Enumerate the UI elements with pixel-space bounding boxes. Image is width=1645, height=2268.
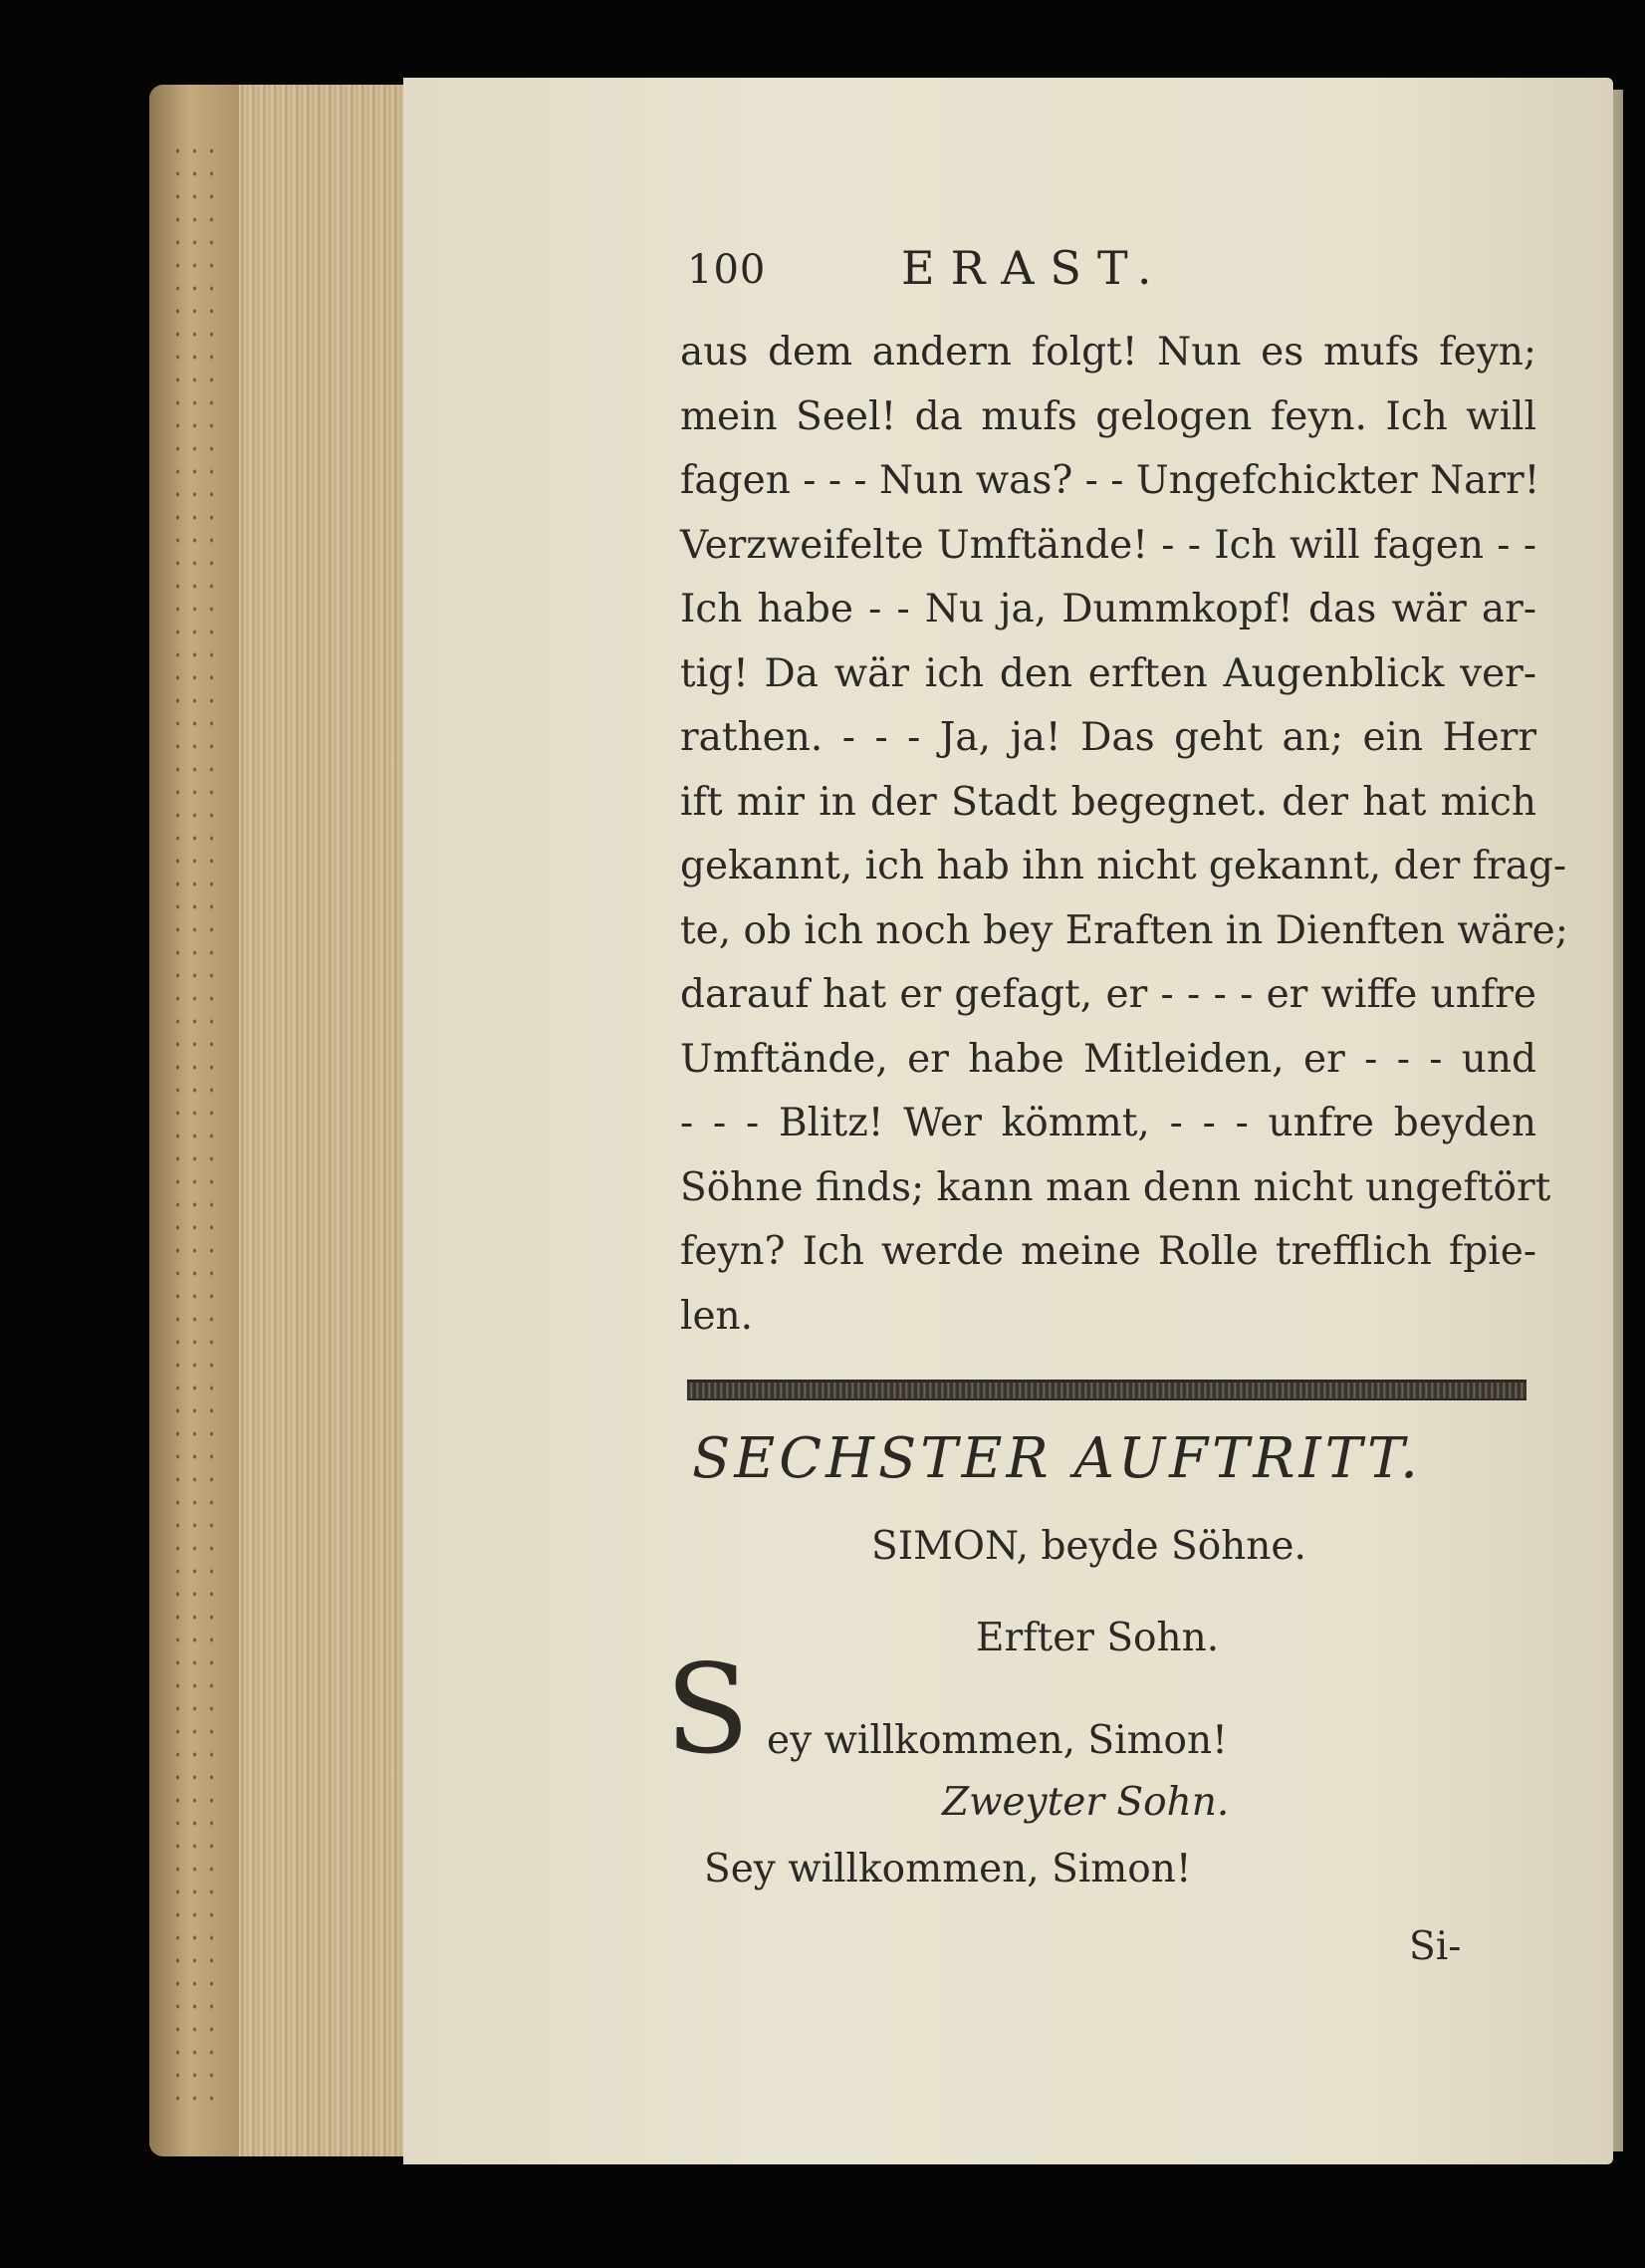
drop-cap: S xyxy=(665,1638,750,1782)
text-line: ift mir in der Stadt begegnet. der hat mich xyxy=(680,779,1536,825)
text-line: te, ob ich noch bey Eraften in Dienften wäre; xyxy=(680,907,1568,953)
text-line: fagen - - - Nun was? - - Ungefchickter Narr! xyxy=(680,458,1540,503)
text-line: aus dem andern folgt! Nun es mufs feyn; xyxy=(680,330,1536,375)
dialogue-line-2: Sey willkommen, Simon! xyxy=(704,1847,1192,1891)
text-line: Umftände, er habe Mitleiden, er - - - und xyxy=(680,1036,1536,1082)
text-line: tig! Da wär ich den erften Augenblick ver- xyxy=(680,650,1536,696)
text-line: rathen. - - - Ja, ja! Das geht an; ein Herr xyxy=(680,715,1536,760)
decorative-rule xyxy=(687,1380,1527,1400)
text-line: - - - Blitz! Wer kömmt, - - - unfre beyden xyxy=(680,1101,1536,1145)
text-line: darauf hat er gefagt, er - - - - er wiffe unfre xyxy=(680,972,1536,1017)
text-line: mein Seel! da mufs gelogen feyn. Ich will xyxy=(680,393,1536,439)
dialogue-line-1: ey willkommen, Simon! xyxy=(767,1718,1228,1763)
text-line: feyn? Ich werde meine Rolle trefflich fpie- xyxy=(680,1229,1536,1274)
running-title: ERAST. xyxy=(901,241,1168,295)
body-text xyxy=(680,321,1568,1349)
cover-texture xyxy=(169,139,219,2112)
text-line: Ich habe - - Nu ja, Dummkopf! das wär ar- xyxy=(680,587,1536,631)
speaker-second-son: Zweyter Sohn. xyxy=(942,1780,1230,1825)
speaker-first-son: Erfter Sohn. xyxy=(976,1616,1220,1660)
text-line: Verzweifelte Umftände! - - Ich will fagen - - xyxy=(680,522,1536,568)
scene-heading: SECHSTER AUFTRITT. xyxy=(692,1426,1422,1491)
text-line: gekannt, ich hab ihn nicht gekannt, der frag- xyxy=(680,844,1567,888)
text-line: Söhne finds; kann man denn nicht ungeftört xyxy=(680,1164,1551,1210)
page-number: 100 xyxy=(687,247,767,293)
text-line: len. xyxy=(680,1293,754,1339)
catchword: Si- xyxy=(1409,1924,1462,1969)
scene-cast: SIMON, beyde Söhne. xyxy=(871,1524,1306,1569)
